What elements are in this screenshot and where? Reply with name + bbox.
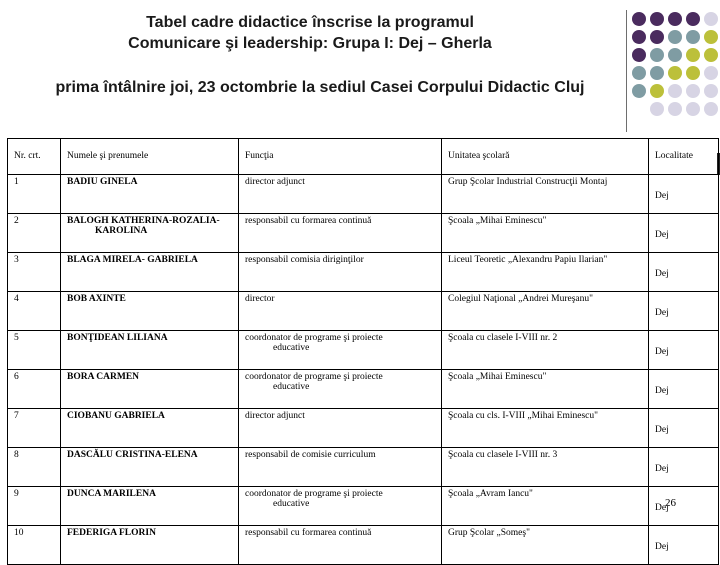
cell-nr: 3 [8, 253, 61, 292]
cell-locality: Dej [649, 175, 719, 214]
name-line: CIOBANU GABRIELA [67, 411, 165, 421]
table-header-row [8, 139, 719, 175]
table-row [8, 448, 719, 487]
table-row [8, 409, 719, 448]
cell-name [61, 214, 239, 253]
function-line: coordonator de programe şi proiecte [245, 333, 383, 343]
cell-unit: Grup Şcolar Industrial Construcţii Montaj [442, 175, 649, 214]
function-line-2: educative [273, 343, 310, 353]
cell-nr: 5 [8, 331, 61, 370]
decor-dot [704, 102, 718, 116]
decor-dot [704, 12, 718, 26]
decor-dot [632, 84, 646, 98]
cell-name [61, 292, 239, 331]
decor-dot [668, 48, 682, 62]
cell-unit: Grup Şcolar „Someş" [442, 526, 649, 565]
cell-locality: Dej [649, 409, 719, 448]
name-line: BADIU GINELA [67, 177, 138, 187]
cell-function [239, 253, 442, 292]
function-line: coordonator de programe şi proiecte [245, 489, 383, 499]
cell-name [61, 370, 239, 409]
function-line: director [245, 294, 275, 304]
cell-name [61, 448, 239, 487]
cell-function [239, 526, 442, 565]
decor-dot-grid [632, 12, 720, 122]
table-row [8, 487, 719, 526]
name-line: BALOGH KATHERINA-ROZALIA- [67, 216, 220, 226]
title-line-2: Comunicare şi leadership: Grupa I: Dej – Gherla [128, 35, 492, 52]
decor-dot [686, 102, 700, 116]
document-title [60, 12, 560, 54]
decor-dot [668, 12, 682, 26]
decor-dot [668, 66, 682, 80]
teachers-table [7, 138, 719, 565]
decor-dot [632, 12, 646, 26]
cell-nr: 4 [8, 292, 61, 331]
name-line: DUNCA MARILENA [67, 489, 156, 499]
decor-dot [686, 12, 700, 26]
cell-name [61, 253, 239, 292]
decor-dot [686, 66, 700, 80]
cell-function [239, 370, 442, 409]
cell-name [61, 526, 239, 565]
col-header-locality: Localitate [649, 139, 719, 175]
decor-dot [632, 48, 646, 62]
decor-dot [668, 102, 682, 116]
name-line: BORA CARMEN [67, 372, 140, 382]
decor-dot [668, 84, 682, 98]
cell-locality: Dej [649, 292, 719, 331]
cell-unit: Şcoala cu clasele I-VIII nr. 3 [442, 448, 649, 487]
cell-nr: 6 [8, 370, 61, 409]
decor-dot [704, 48, 718, 62]
cell-nr: 2 [8, 214, 61, 253]
cell-locality: Dej [649, 253, 719, 292]
col-header-nr: Nr. crt. [8, 139, 61, 175]
cell-function [239, 409, 442, 448]
decor-dot [632, 66, 646, 80]
function-line: director adjunct [245, 177, 305, 187]
function-line: responsabil comisia diriginţilor [245, 255, 364, 265]
decor-dot [686, 84, 700, 98]
cell-locality: Dej [649, 331, 719, 370]
function-line: director adjunct [245, 411, 305, 421]
decor-dot [668, 30, 682, 44]
title-line-1: Tabel cadre didactice înscrise la programul [146, 14, 474, 31]
decor-dot [650, 12, 664, 26]
table-row [8, 292, 719, 331]
cell-nr: 8 [8, 448, 61, 487]
page-number: 26 [665, 497, 676, 509]
name-line: BLAGA MIRELA- GABRIELA [67, 255, 198, 265]
function-line-2: educative [273, 499, 310, 509]
meeting-subtitle: prima întâlnire joi, 23 octombrie la sediul Casei Corpului Didactic Cluj [55, 79, 585, 96]
cell-unit: Şcoala cu cls. I-VIII „Mihai Eminescu" [442, 409, 649, 448]
cell-unit: Şcoala „Mihai Eminescu" [442, 214, 649, 253]
cell-locality: Dej [649, 487, 719, 526]
cell-function [239, 448, 442, 487]
table-row [8, 175, 719, 214]
cell-locality: Dej [649, 448, 719, 487]
name-line: BOB AXINTE [67, 294, 126, 304]
cell-unit: Şcoala „Mihai Eminescu" [442, 370, 649, 409]
cell-function [239, 214, 442, 253]
cell-unit: Colegiul Naţional „Andrei Mureşanu" [442, 292, 649, 331]
decor-dot [704, 30, 718, 44]
function-line: responsabil cu formarea continuă [245, 216, 372, 226]
decor-dot [650, 48, 664, 62]
decor-dot [704, 66, 718, 80]
cell-unit: Liceul Teoretic „Alexandru Papiu Ilarian" [442, 253, 649, 292]
cell-function [239, 331, 442, 370]
table-row [8, 253, 719, 292]
decor-dot [704, 84, 718, 98]
decor-divider [626, 10, 627, 132]
function-line: coordonator de programe şi proiecte [245, 372, 383, 382]
table-row [8, 526, 719, 565]
decor-dot [686, 48, 700, 62]
cell-function [239, 175, 442, 214]
decor-dot [632, 30, 646, 44]
cell-name [61, 175, 239, 214]
table-row [8, 214, 719, 253]
decor-dot [650, 30, 664, 44]
name-line: BONŢIDEAN LILIANA [67, 333, 168, 343]
cell-name [61, 487, 239, 526]
cell-nr: 1 [8, 175, 61, 214]
cell-locality: Dej [649, 370, 719, 409]
cell-locality: Dej [649, 526, 719, 565]
cell-nr: 9 [8, 487, 61, 526]
decor-dot [650, 102, 664, 116]
cell-unit: Şcoala cu clasele I-VIII nr. 2 [442, 331, 649, 370]
cell-name [61, 409, 239, 448]
cell-locality: Dej [649, 214, 719, 253]
decor-dot [650, 66, 664, 80]
table-row [8, 370, 719, 409]
decor-dot [686, 30, 700, 44]
col-header-function: Funcţia [239, 139, 442, 175]
cell-function [239, 292, 442, 331]
cell-nr: 7 [8, 409, 61, 448]
table-row [8, 331, 719, 370]
cell-function [239, 487, 442, 526]
col-header-unit: Unitatea şcolară [442, 139, 649, 175]
function-line-2: educative [273, 382, 310, 392]
cell-unit: Şcoala „Avram Iancu" [442, 487, 649, 526]
name-line: FEDERIGA FLORIN [67, 528, 156, 538]
decor-dot [650, 84, 664, 98]
cell-name [61, 331, 239, 370]
function-line: responsabil cu formarea continuă [245, 528, 372, 538]
name-line-2: KAROLINA [95, 226, 148, 236]
col-header-name: Numele şi prenumele [61, 139, 239, 175]
name-line: DASCĂLU CRISTINA-ELENA [67, 450, 198, 460]
function-line: responsabil de comisie curriculum [245, 450, 376, 460]
cell-nr: 10 [8, 526, 61, 565]
